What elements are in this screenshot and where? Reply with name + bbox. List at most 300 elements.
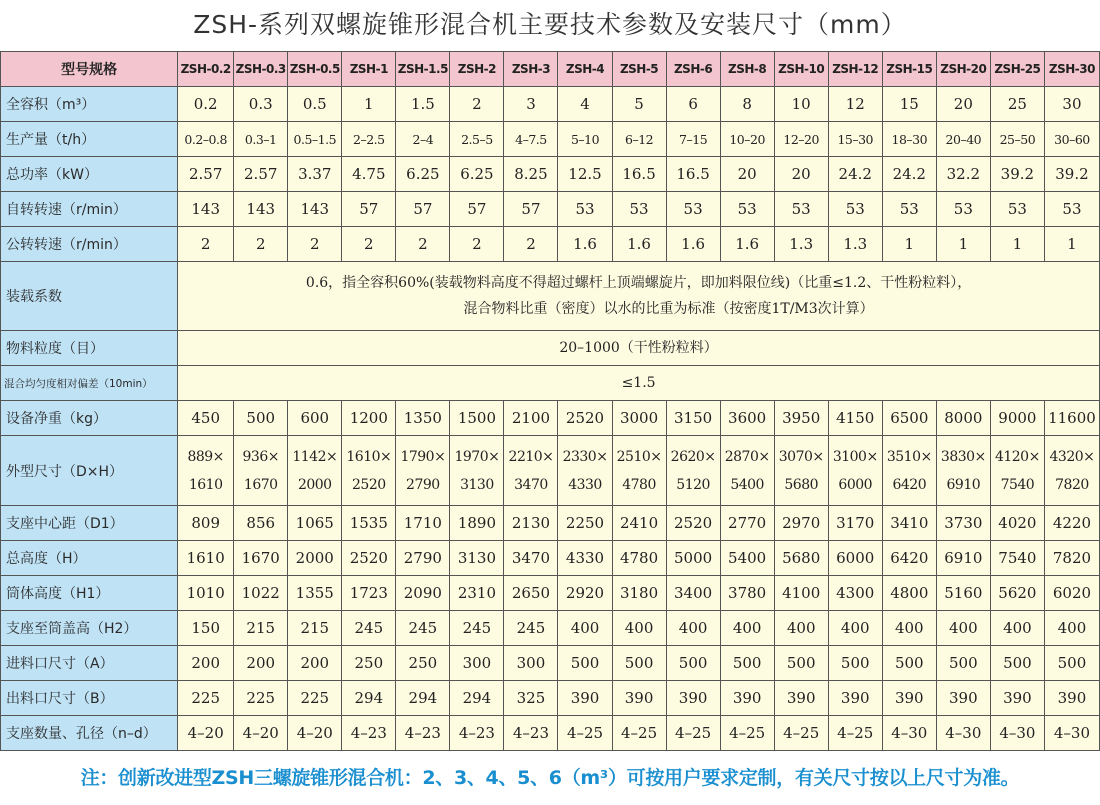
header-row — [1, 52, 1100, 87]
dim-d-value: 3510× — [886, 448, 932, 465]
table-cell: 3130 — [450, 541, 504, 576]
table-cell: 1710 — [396, 506, 450, 541]
table-cell: 500 — [936, 646, 990, 681]
table-cell — [666, 436, 720, 506]
row-label: 支座至筒盖高（H2） — [1, 611, 178, 646]
dim-h-value: 5680 — [784, 476, 819, 493]
table-cell: 1355 — [288, 576, 342, 611]
table-cell: 6 — [666, 87, 720, 122]
table-cell: 200 — [178, 646, 234, 681]
table-cell: 9000 — [990, 401, 1044, 436]
table-cell: 4–7.5 — [504, 122, 558, 157]
row-label: 总功率（kW） — [1, 157, 178, 192]
table-cell: 250 — [396, 646, 450, 681]
table-cell: 1010 — [178, 576, 234, 611]
table-cell: 1 — [342, 87, 396, 122]
table-cell: 300 — [504, 646, 558, 681]
table-row — [1, 436, 1100, 506]
merged-cell — [178, 366, 1100, 401]
model-header: ZSH-1 — [342, 52, 396, 87]
table-cell: 2 — [234, 227, 288, 262]
model-header: ZSH-4 — [558, 52, 612, 87]
table-cell: 53 — [828, 192, 882, 227]
model-header: ZSH-5 — [612, 52, 666, 87]
table-cell: 3400 — [666, 576, 720, 611]
table-cell: 325 — [504, 681, 558, 716]
table-cell: 390 — [612, 681, 666, 716]
table-cell: 1200 — [342, 401, 396, 436]
model-header: ZSH-12 — [828, 52, 882, 87]
row-label: 外型尺寸（D×H） — [1, 436, 178, 506]
table-cell: 200 — [234, 646, 288, 681]
merged-cell-line: 0.6，指全容积60%(装载物料高度不得超过螺杆上顶端螺旋片，即加料限位线)（比重≤1.2、干性粉粒料）， — [305, 275, 972, 291]
table-cell: 215 — [288, 611, 342, 646]
table-cell: 1.6 — [558, 227, 612, 262]
corner-header: 型号规格 — [1, 52, 178, 87]
table-cell: 25–50 — [990, 122, 1044, 157]
dim-h-value: 4330 — [568, 476, 602, 493]
table-cell: 5680 — [774, 541, 828, 576]
model-header: ZSH-8 — [720, 52, 774, 87]
table-cell: 6.25 — [396, 157, 450, 192]
table-cell: 150 — [178, 611, 234, 646]
row-label: 出料口尺寸（B） — [1, 681, 178, 716]
table-cell: 2520 — [342, 541, 396, 576]
model-header: ZSH-6 — [666, 52, 720, 87]
table-cell: 1.6 — [612, 227, 666, 262]
table-cell: 2 — [504, 227, 558, 262]
table-cell: 57 — [396, 192, 450, 227]
table-cell: 6000 — [828, 541, 882, 576]
table-row — [1, 401, 1100, 436]
table-cell: 2–4 — [396, 122, 450, 157]
dim-d-value: 3070× — [778, 448, 824, 465]
table-cell: 500 — [234, 401, 288, 436]
table-cell: 4–30 — [882, 716, 936, 751]
table-cell: 0.5 — [288, 87, 342, 122]
table-cell: 2–2.5 — [342, 122, 396, 157]
dim-d-value: 3830× — [940, 448, 986, 465]
table-cell: 1535 — [342, 506, 396, 541]
table-cell: 57 — [342, 192, 396, 227]
table-cell: 400 — [936, 611, 990, 646]
table-cell: 400 — [666, 611, 720, 646]
row-label: 支座中心距（D1） — [1, 506, 178, 541]
dim-h-value: 2000 — [297, 476, 332, 493]
table-cell: 2 — [342, 227, 396, 262]
table-cell: 3180 — [612, 576, 666, 611]
table-row — [1, 227, 1100, 262]
table-cell: 1.3 — [828, 227, 882, 262]
dim-d-value: 1142× — [292, 448, 338, 465]
table-cell: 4–25 — [666, 716, 720, 751]
table-cell: 450 — [178, 401, 234, 436]
table-cell: 3600 — [720, 401, 774, 436]
table-cell: 6.25 — [450, 157, 504, 192]
table-row — [1, 716, 1100, 751]
table-cell: 7540 — [990, 541, 1044, 576]
table-cell: 20 — [720, 157, 774, 192]
table-cell: 20 — [774, 157, 828, 192]
table-cell: 4220 — [1044, 506, 1099, 541]
dim-h-value: 1610 — [188, 476, 223, 493]
table-cell: 1350 — [396, 401, 450, 436]
table-cell — [936, 436, 990, 506]
table-cell — [504, 436, 558, 506]
table-cell: 5–10 — [558, 122, 612, 157]
table-title: ZSH-系列双螺旋锥形混合机主要技术参数及安装尺寸（mm） — [193, 10, 907, 39]
table-cell: 2310 — [450, 576, 504, 611]
table-row — [1, 541, 1100, 576]
row-label: 公转转速（r/min） — [1, 227, 178, 262]
table-cell: 4–30 — [936, 716, 990, 751]
table-cell: 245 — [450, 611, 504, 646]
table-cell — [450, 436, 504, 506]
dim-h-value: 6420 — [892, 476, 927, 493]
dim-d-value: 3100× — [832, 448, 878, 465]
table-cell: 53 — [936, 192, 990, 227]
dim-d-value: 4120× — [994, 448, 1040, 465]
table-cell: 245 — [504, 611, 558, 646]
table-cell — [774, 436, 828, 506]
table-cell: 856 — [234, 506, 288, 541]
table-cell: 15–30 — [828, 122, 882, 157]
table-cell: 400 — [1044, 611, 1099, 646]
spec-table — [0, 51, 1100, 751]
model-header: ZSH-15 — [882, 52, 936, 87]
table-cell — [342, 436, 396, 506]
row-label: 混合均匀度相对偏差（10min） — [1, 366, 178, 401]
table-cell: 2 — [178, 227, 234, 262]
table-cell: 5620 — [990, 576, 1044, 611]
table-cell: 1 — [1044, 227, 1099, 262]
table-cell: 245 — [396, 611, 450, 646]
model-header: ZSH-1.5 — [396, 52, 450, 87]
table-cell: 3170 — [828, 506, 882, 541]
table-cell: 2090 — [396, 576, 450, 611]
table-cell: 809 — [178, 506, 234, 541]
table-row — [1, 646, 1100, 681]
table-cell: 1065 — [288, 506, 342, 541]
table-cell: 1022 — [234, 576, 288, 611]
model-header: ZSH-3 — [504, 52, 558, 87]
row-label: 设备净重（kg） — [1, 401, 178, 436]
table-row — [1, 262, 1100, 331]
dim-h-value: 5400 — [730, 476, 764, 493]
table-cell: 3950 — [774, 401, 828, 436]
table-cell — [558, 436, 612, 506]
table-cell — [720, 436, 774, 506]
table-cell: 3 — [504, 87, 558, 122]
table-cell: 2130 — [504, 506, 558, 541]
table-cell: 5 — [612, 87, 666, 122]
merged-cell — [178, 262, 1100, 331]
table-cell: 4–20 — [234, 716, 288, 751]
table-cell: 10–20 — [720, 122, 774, 157]
table-cell: 3780 — [720, 576, 774, 611]
table-cell: 400 — [828, 611, 882, 646]
table-cell: 12–20 — [774, 122, 828, 157]
table-cell: 500 — [774, 646, 828, 681]
table-cell: 3470 — [504, 541, 558, 576]
dim-d-value: 2870× — [724, 448, 770, 465]
table-cell — [882, 436, 936, 506]
dim-h-value: 2790 — [406, 476, 440, 493]
table-cell: 57 — [450, 192, 504, 227]
table-cell: 390 — [720, 681, 774, 716]
table-cell: 7–15 — [666, 122, 720, 157]
table-cell: 4–20 — [288, 716, 342, 751]
model-header: ZSH-0.3 — [234, 52, 288, 87]
table-cell: 400 — [774, 611, 828, 646]
row-label: 支座数量、孔径（n–d） — [1, 716, 178, 751]
table-cell: 2920 — [558, 576, 612, 611]
table-cell: 500 — [882, 646, 936, 681]
table-cell: 300 — [450, 646, 504, 681]
table-cell: 4–25 — [558, 716, 612, 751]
table-cell: 390 — [990, 681, 1044, 716]
model-header: ZSH-30 — [1044, 52, 1099, 87]
model-header: ZSH-20 — [936, 52, 990, 87]
table-cell: 4–30 — [990, 716, 1044, 751]
table-cell: 2520 — [666, 506, 720, 541]
row-label: 物料粒度（目） — [1, 331, 178, 366]
table-cell: 57 — [504, 192, 558, 227]
row-label: 进料口尺寸（A） — [1, 646, 178, 681]
table-cell: 1890 — [450, 506, 504, 541]
table-cell: 390 — [666, 681, 720, 716]
table-cell: 6500 — [882, 401, 936, 436]
table-cell: 1.6 — [720, 227, 774, 262]
table-cell: 2 — [450, 227, 504, 262]
table-cell: 0.3–1 — [234, 122, 288, 157]
table-cell: 5160 — [936, 576, 990, 611]
table-cell: 1723 — [342, 576, 396, 611]
table-cell: 53 — [720, 192, 774, 227]
table-cell: 4–25 — [612, 716, 666, 751]
table-cell: 245 — [342, 611, 396, 646]
table-cell: 225 — [234, 681, 288, 716]
table-cell: 500 — [666, 646, 720, 681]
table-cell: 2250 — [558, 506, 612, 541]
table-cell: 18–30 — [882, 122, 936, 157]
table-cell: 53 — [612, 192, 666, 227]
table-cell: 4–23 — [396, 716, 450, 751]
table-cell: 0.5–1.5 — [288, 122, 342, 157]
table-cell: 400 — [612, 611, 666, 646]
table-cell: 4–25 — [774, 716, 828, 751]
table-cell — [612, 436, 666, 506]
table-cell: 53 — [774, 192, 828, 227]
table-cell: 2100 — [504, 401, 558, 436]
table-cell — [990, 436, 1044, 506]
model-header: ZSH-25 — [990, 52, 1044, 87]
dim-h-value: 5120 — [676, 476, 710, 493]
table-cell: 143 — [234, 192, 288, 227]
table-cell: 390 — [882, 681, 936, 716]
dim-d-value: 1610× — [346, 448, 392, 465]
dim-d-value: 889× — [187, 448, 224, 465]
table-cell: 53 — [666, 192, 720, 227]
table-cell — [288, 436, 342, 506]
merged-cell-line: 混合物料比重（密度）以水的比重为标准（按密度1T/M3次计算） — [463, 301, 874, 317]
table-cell — [178, 436, 234, 506]
table-cell: 6020 — [1044, 576, 1099, 611]
table-cell: 390 — [828, 681, 882, 716]
table-cell: 4150 — [828, 401, 882, 436]
table-cell: 53 — [1044, 192, 1099, 227]
table-cell: 16.5 — [666, 157, 720, 192]
row-label: 总高度（H） — [1, 541, 178, 576]
table-cell: 4–25 — [828, 716, 882, 751]
table-cell: 2 — [450, 87, 504, 122]
table-cell: 400 — [720, 611, 774, 646]
merged-cell-line: 20–1000（干性粉粒料） — [559, 340, 718, 356]
table-cell: 24.2 — [828, 157, 882, 192]
dim-h-value: 7540 — [1000, 476, 1035, 493]
dim-h-value: 1670 — [243, 476, 278, 493]
model-header: ZSH-2 — [450, 52, 504, 87]
table-cell: 200 — [288, 646, 342, 681]
table-cell: 30 — [1044, 87, 1099, 122]
table-cell: 20–40 — [936, 122, 990, 157]
table-cell: 3.37 — [288, 157, 342, 192]
table-cell: 4.75 — [342, 157, 396, 192]
table-cell: 2520 — [558, 401, 612, 436]
table-row — [1, 157, 1100, 192]
table-cell: 12 — [828, 87, 882, 122]
table-cell: 24.2 — [882, 157, 936, 192]
dim-d-value: 1970× — [454, 448, 500, 465]
dim-d-value: 936× — [242, 448, 279, 465]
dim-h-value: 6000 — [838, 476, 873, 493]
table-cell: 2970 — [774, 506, 828, 541]
dim-d-value: 2510× — [616, 448, 662, 465]
table-cell: 2 — [288, 227, 342, 262]
row-label: 筒体高度（H1） — [1, 576, 178, 611]
table-cell: 53 — [558, 192, 612, 227]
table-cell: 225 — [288, 681, 342, 716]
table-cell: 6–12 — [612, 122, 666, 157]
table-row — [1, 87, 1100, 122]
table-cell: 2.57 — [234, 157, 288, 192]
table-cell: 4300 — [828, 576, 882, 611]
table-cell: 4–23 — [504, 716, 558, 751]
model-header: ZSH-0.2 — [178, 52, 234, 87]
table-cell: 53 — [990, 192, 1044, 227]
table-cell: 500 — [720, 646, 774, 681]
table-cell: 4020 — [990, 506, 1044, 541]
table-cell: 2650 — [504, 576, 558, 611]
table-cell: 5000 — [666, 541, 720, 576]
table-cell: 500 — [828, 646, 882, 681]
table-cell: 16.5 — [612, 157, 666, 192]
dim-h-value: 2520 — [352, 476, 386, 493]
table-row — [1, 192, 1100, 227]
table-cell: 400 — [558, 611, 612, 646]
table-row — [1, 366, 1100, 401]
table-cell — [828, 436, 882, 506]
dim-h-value: 7820 — [1055, 476, 1089, 493]
table-row — [1, 506, 1100, 541]
row-label: 生产量（t/h） — [1, 122, 178, 157]
table-cell: 500 — [1044, 646, 1099, 681]
table-cell: 500 — [558, 646, 612, 681]
table-cell: 2 — [396, 227, 450, 262]
table-cell: 1 — [936, 227, 990, 262]
table-cell: 390 — [558, 681, 612, 716]
table-cell: 1670 — [234, 541, 288, 576]
table-cell: 8.25 — [504, 157, 558, 192]
table-cell: 20 — [936, 87, 990, 122]
table-cell: 2.57 — [178, 157, 234, 192]
table-cell: 1.3 — [774, 227, 828, 262]
table-cell: 215 — [234, 611, 288, 646]
table-cell: 390 — [936, 681, 990, 716]
table-row — [1, 331, 1100, 366]
table-cell: 11600 — [1044, 401, 1099, 436]
table-cell: 4780 — [612, 541, 666, 576]
dim-h-value: 3130 — [460, 476, 494, 493]
table-cell: 4100 — [774, 576, 828, 611]
model-header: ZSH-0.5 — [288, 52, 342, 87]
dim-d-value: 2210× — [508, 448, 554, 465]
table-cell: 8000 — [936, 401, 990, 436]
table-cell: 2000 — [288, 541, 342, 576]
table-row — [1, 122, 1100, 157]
table-cell: 0.2 — [178, 87, 234, 122]
row-label: 自转转速（r/min） — [1, 192, 178, 227]
table-cell: 1 — [990, 227, 1044, 262]
table-row — [1, 681, 1100, 716]
table-cell: 8 — [720, 87, 774, 122]
table-cell: 294 — [450, 681, 504, 716]
table-cell: 4–23 — [450, 716, 504, 751]
table-cell: 10 — [774, 87, 828, 122]
table-cell: 5400 — [720, 541, 774, 576]
dim-h-value: 6910 — [946, 476, 981, 493]
table-cell: 3730 — [936, 506, 990, 541]
table-cell: 1610 — [178, 541, 234, 576]
table-cell — [234, 436, 288, 506]
table-cell: 400 — [990, 611, 1044, 646]
table-cell — [1044, 436, 1099, 506]
dim-d-value: 2620× — [670, 448, 716, 465]
table-cell: 53 — [882, 192, 936, 227]
table-cell: 0.2–0.8 — [178, 122, 234, 157]
table-cell: 390 — [774, 681, 828, 716]
table-cell — [396, 436, 450, 506]
table-cell: 3000 — [612, 401, 666, 436]
table-cell: 4–30 — [1044, 716, 1099, 751]
row-label: 全容积（m³） — [1, 87, 178, 122]
table-cell: 12.5 — [558, 157, 612, 192]
table-cell: 2.5–5 — [450, 122, 504, 157]
table-cell: 4–25 — [720, 716, 774, 751]
table-cell: 4800 — [882, 576, 936, 611]
table-cell: 25 — [990, 87, 1044, 122]
table-cell: 1.5 — [396, 87, 450, 122]
table-cell: 143 — [178, 192, 234, 227]
table-cell: 1500 — [450, 401, 504, 436]
table-cell: 1.6 — [666, 227, 720, 262]
table-cell: 2410 — [612, 506, 666, 541]
table-cell: 3410 — [882, 506, 936, 541]
spec-table-container — [0, 51, 1100, 751]
table-cell: 30–60 — [1044, 122, 1099, 157]
spec-table-body — [1, 87, 1100, 751]
table-cell: 390 — [1044, 681, 1099, 716]
